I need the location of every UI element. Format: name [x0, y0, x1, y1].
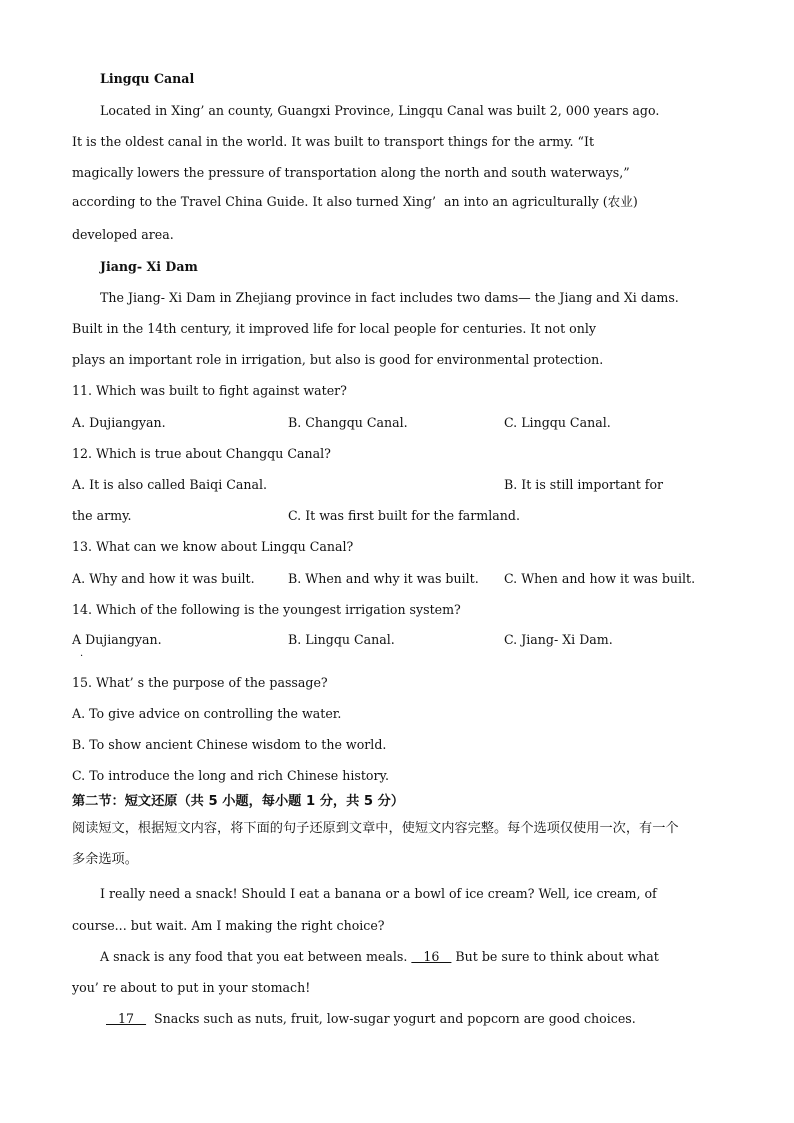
passage-2-p2-text-before: A snack is any food that you eat between meals.: [100, 949, 412, 964]
stray-dot-mark: ·: [80, 651, 84, 662]
question-12-option-b-part2: the army.: [72, 508, 132, 523]
question-15-option-a: A. To give advice on controlling the water.: [72, 706, 342, 721]
heading-jiang-xi-dam: Jiang- Xi Dam: [100, 259, 198, 274]
passage-2-p1-line-2: course... but wait. Am I making the right choice?: [72, 918, 385, 933]
lingqu-line-5: developed area.: [72, 227, 174, 242]
passage-2-p2-line-2: you’ re about to put in your stomach!: [72, 980, 311, 995]
passage-2-p3-text: Snacks such as nuts, fruit, low-sugar yogurt and popcorn are good choices.: [146, 1011, 636, 1026]
lingqu-line-3: magically lowers the pressure of transportation along the north and south waterways,”: [72, 165, 630, 180]
question-14-option-c: C. Jiang- Xi Dam.: [504, 632, 613, 647]
heading-lingqu-canal: Lingqu Canal: [100, 71, 195, 86]
lingqu-line-2: It is the oldest canal in the world. It was built to transport things for the army. “It: [72, 134, 595, 149]
blank-16: 16: [411, 949, 452, 964]
question-12-stem: 12. Which is true about Changqu Canal?: [72, 446, 331, 461]
passage-2-p1-line-1: I really need a snack! Should I eat a banana or a bowl of ice cream? Well, ice cream, of: [100, 886, 657, 901]
lingqu-line-1: Located in Xing’ an county, Guangxi Province, Lingqu Canal was built 2, 000 years ago.: [100, 103, 660, 118]
question-14-option-b: B. Lingqu Canal.: [288, 632, 395, 647]
question-15-option-c: C. To introduce the long and rich Chinese history.: [72, 768, 389, 783]
question-11-option-c: C. Lingqu Canal.: [504, 415, 611, 430]
jiangxi-line-1: The Jiang- Xi Dam in Zhejiang province in fact includes two dams— the Jiang and Xi dams.: [100, 290, 679, 305]
section-2-instruction-line-1: 阅读短文，根据短文内容，将下面的句子还原到文章中，使短文内容完整。每个选项仅使用一次，有一个: [72, 821, 679, 836]
question-13-option-c: C. When and how it was built.: [504, 571, 696, 586]
question-13-option-a: A. Why and how it was built.: [72, 571, 255, 586]
passage-2-p2-line-1: [100, 949, 659, 965]
question-11-option-a: A. Dujiangyan.: [72, 415, 166, 430]
question-15-option-b: B. To show ancient Chinese wisdom to the world.: [72, 737, 387, 752]
question-12-option-b-part1: B. It is still important for: [504, 477, 664, 492]
question-12-option-a: A. It is also called Baiqi Canal.: [72, 477, 268, 492]
section-2-instruction-line-2: 多余选项。: [72, 852, 138, 867]
section-2-title: 第二节：短文还原（共 5 小题，每小题 1 分，共 5 分）: [72, 794, 405, 809]
question-13-option-b: B. When and why it was built.: [288, 571, 479, 586]
jiangxi-line-3: plays an important role in irrigation, but also is good for environmental protection.: [72, 352, 604, 367]
blank-17: 17: [106, 1011, 147, 1026]
question-11-option-b: B. Changqu Canal.: [288, 415, 408, 430]
lingqu-line-4: according to the Travel China Guide. It also turned Xing’ an into an agriculturally (农业): [72, 194, 638, 209]
question-15-stem: 15. What’ s the purpose of the passage?: [72, 675, 328, 690]
question-14-option-a: A Dujiangyan.: [72, 632, 162, 647]
passage-2-p3-line-1: [106, 1011, 636, 1027]
question-11-stem: 11. Which was built to fight against water?: [72, 383, 347, 398]
question-14-stem: 14. Which of the following is the youngest irrigation system?: [72, 602, 461, 617]
question-12-option-c: C. It was first built for the farmland.: [288, 508, 520, 523]
question-13-stem: 13. What can we know about Lingqu Canal?: [72, 539, 354, 554]
passage-2-p2-text-after: But be sure to think about what: [451, 949, 659, 964]
jiangxi-line-2: Built in the 14th century, it improved life for local people for centuries. It not only: [72, 321, 597, 336]
